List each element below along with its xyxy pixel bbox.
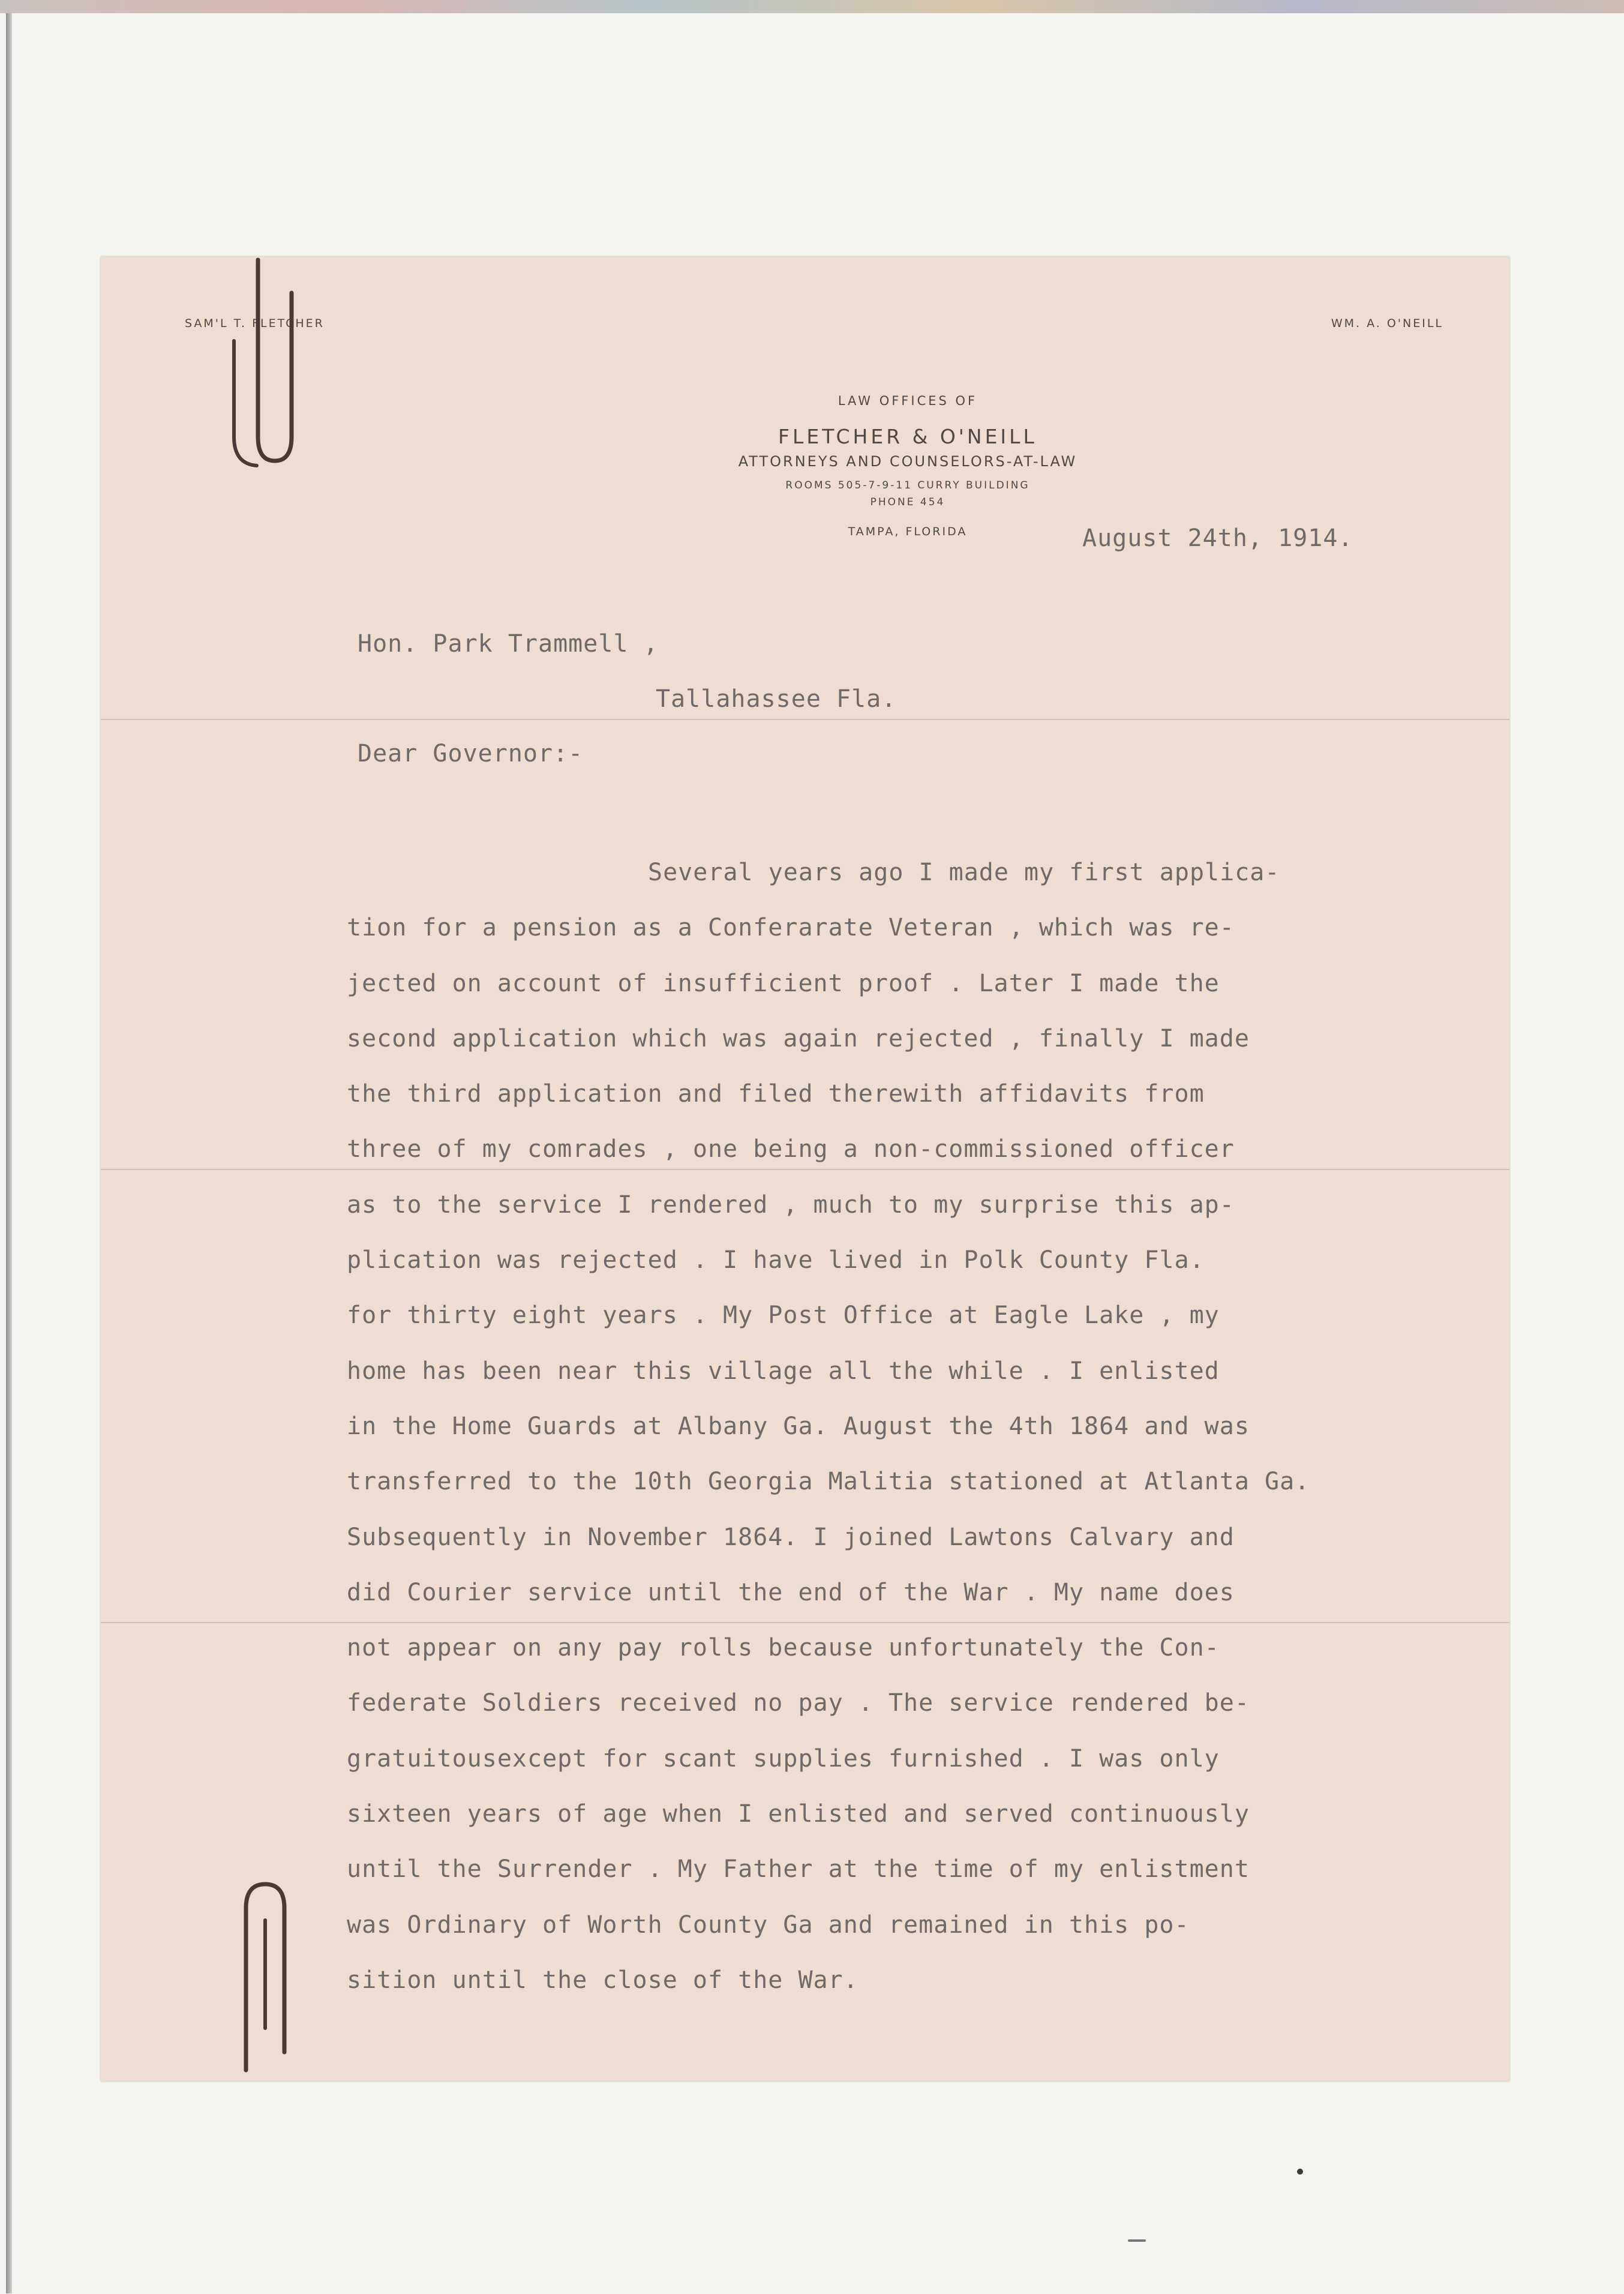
- body-line: in the Home Guards at Albany Ga. August the 4th 1864 and was: [347, 1412, 1250, 1440]
- letter-sheet: [101, 257, 1509, 2081]
- body-line: the third application and filed therewith affidavits from: [347, 1080, 1205, 1108]
- body-line: jected on account of insufficient proof . Later I made the: [347, 969, 1220, 997]
- body-line: not appear on any pay rolls because unfortunately the Con-: [347, 1634, 1220, 1662]
- body-line: home has been near this village all the while . I enlisted: [347, 1357, 1220, 1385]
- letter-date: August 24th, 1914.: [1082, 524, 1353, 552]
- firm-city: TAMPA, FLORIDA: [848, 525, 968, 538]
- body-line: tion for a pension as a Conferarate Veteran , which was re-: [347, 914, 1235, 942]
- firm-name: FLETCHER & O'NEILL: [778, 425, 1037, 448]
- scan-speck: [1297, 2169, 1303, 2175]
- body-line: federate Soldiers received no pay . The service rendered be-: [347, 1689, 1250, 1717]
- partner-right-name: WM. A. O'NEILL: [1331, 317, 1443, 330]
- body-line: for thirty eight years . My Post Office at Eagle Lake , my: [347, 1302, 1220, 1330]
- body-line: as to the service I rendered , much to my surprise this ap-: [347, 1191, 1235, 1219]
- scan-edge-strip: [0, 0, 1624, 13]
- firm-phone: PHONE 454: [870, 496, 945, 508]
- body-line: plication was rejected . I have lived in Polk County Fla.: [347, 1246, 1205, 1275]
- fold-crease: [101, 719, 1509, 720]
- letter-body: [347, 845, 1310, 2008]
- scan-speck: [1128, 2239, 1146, 2242]
- body-line: Several years ago I made my first applica-: [648, 859, 1280, 886]
- scan-edge-left: [6, 13, 12, 2293]
- letter-recipient: Hon. Park Trammell ,: [358, 630, 659, 658]
- body-line: sixteen years of age when I enlisted and served continuously: [347, 1800, 1250, 1828]
- body-line: gratuitousexcept for scant supplies furnished . I was only: [347, 1744, 1220, 1773]
- firm-subtitle: ATTORNEYS AND COUNSELORS-AT-LAW: [738, 453, 1077, 470]
- body-line: second application which was again rejected , finally I made: [347, 1024, 1250, 1052]
- letter-salutation: Dear Governor:-: [358, 740, 584, 767]
- body-line: until the Surrender . My Father at the time of my enlistment: [347, 1855, 1250, 1884]
- paperclip-icon: [221, 257, 299, 473]
- body-line: did Courier service until the end of the War . My name does: [347, 1578, 1235, 1606]
- body-line: sition until the close of the War.: [347, 1966, 858, 1994]
- body-line: three of my comrades , one being a non-commissioned officer: [347, 1135, 1235, 1164]
- firm-rooms: ROOMS 505-7-9-11 CURRY BUILDING: [785, 479, 1030, 491]
- paperclip-icon: [223, 1872, 295, 2088]
- letter-address: Tallahassee Fla.: [656, 685, 897, 713]
- body-line: transferred to the 10th Georgia Malitia stationed at Atlanta Ga.: [347, 1468, 1310, 1496]
- letterhead-offices-label: LAW OFFICES OF: [837, 394, 978, 408]
- body-line: was Ordinary of Worth County Ga and remained in this po-: [347, 1911, 1190, 1939]
- partner-left-name: SAM'L T. FLETCHER: [185, 317, 325, 330]
- body-line: Subsequently in November 1864. I joined Lawtons Calvary and: [347, 1523, 1235, 1551]
- letterhead: [623, 394, 1193, 538]
